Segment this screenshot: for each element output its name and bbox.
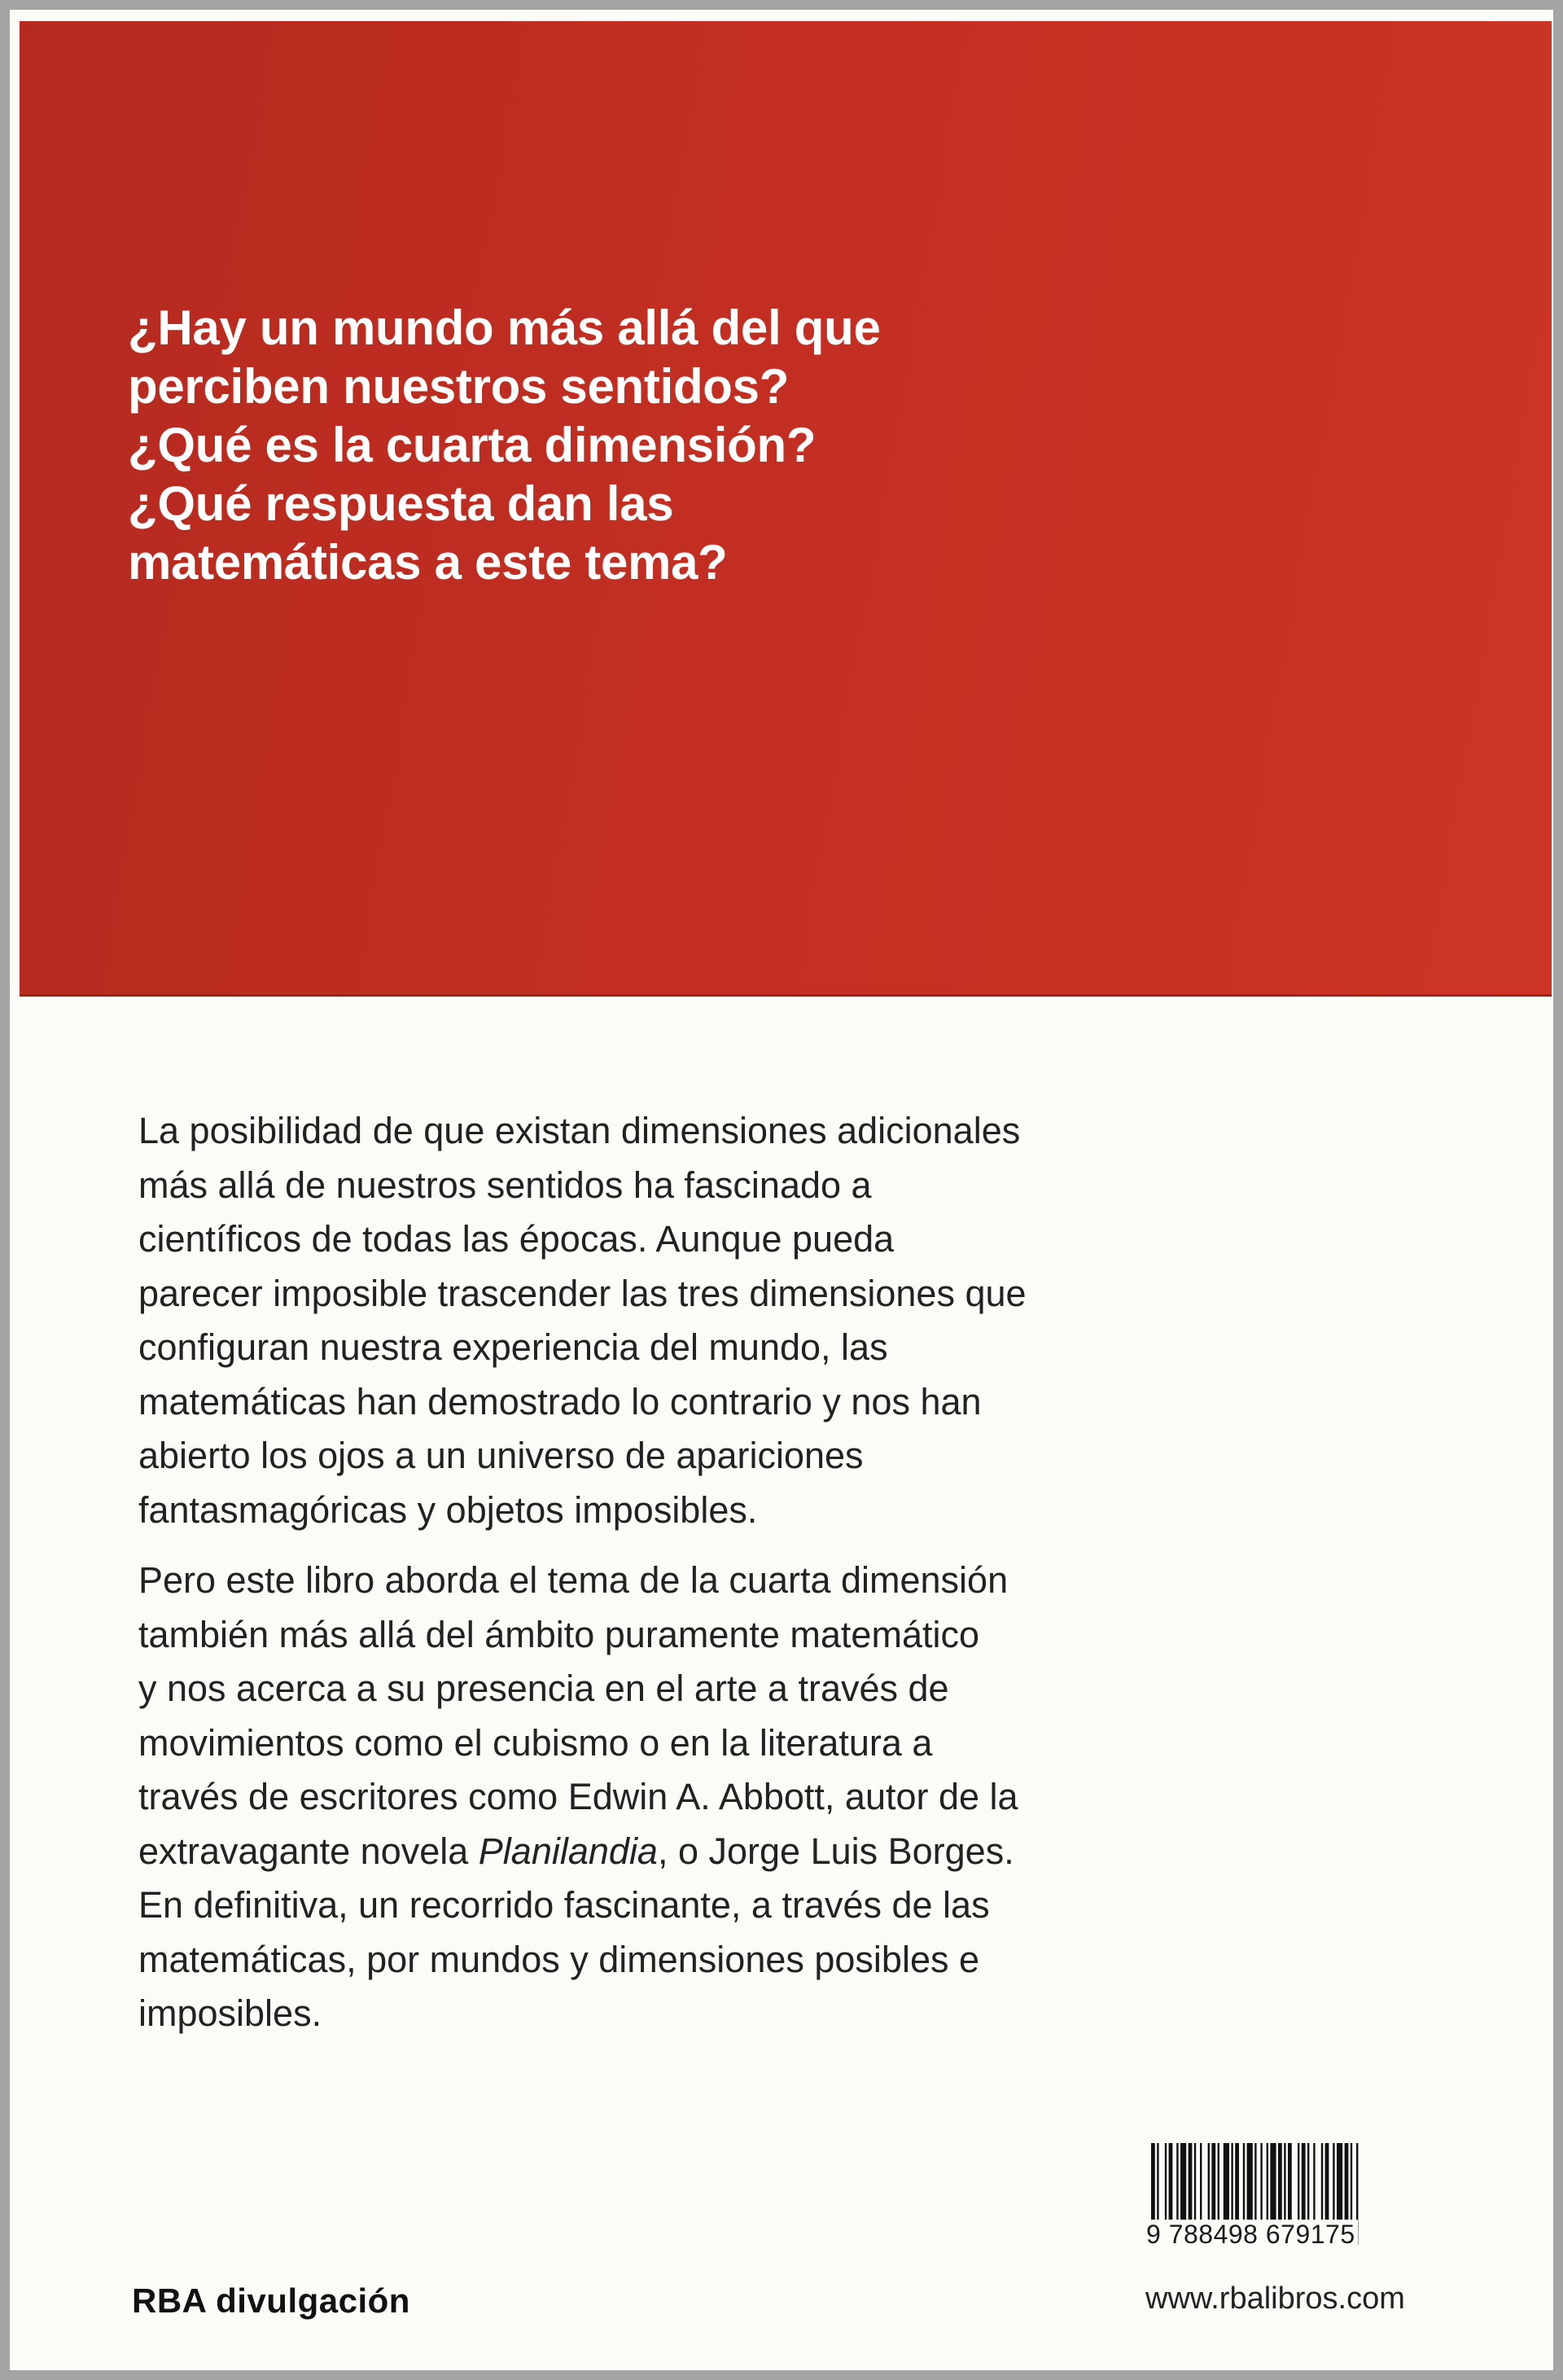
blurb-paragraph-2 bbox=[138, 1554, 1473, 2041]
isbn-number bbox=[1144, 2220, 1437, 2250]
blurb bbox=[138, 1104, 1473, 2058]
blurb-line: La posibilidad de que existan dimensiones adicionales bbox=[138, 1110, 1021, 1151]
blurb-line-suffix: , o Jorge Luis Borges. bbox=[657, 1830, 1014, 1872]
book-title: Planilandia bbox=[478, 1830, 658, 1872]
blurb-line: científicos de todas las épocas. Aunque pueda bbox=[138, 1218, 895, 1260]
blurb-line: fantasmagóricas y objetos imposibles. bbox=[138, 1488, 758, 1531]
blurb-line: movimientos como el cubismo o en la literatura a bbox=[138, 1721, 933, 1764]
blurb-line: imposibles. bbox=[138, 1992, 322, 2034]
blurb-line: configuran nuestra experiencia del mundo, las bbox=[138, 1326, 888, 1368]
blurb-line-with-title bbox=[138, 1825, 1473, 1879]
question-line: perciben nuestros sentidos? bbox=[128, 359, 790, 414]
question-line: ¿Hay un mundo más allá del que bbox=[128, 300, 881, 355]
blurb-line: y nos acerca a su presencia en el arte a través de bbox=[138, 1668, 949, 1709]
blurb-line: Pero este libro aborda el tema de la cuarta dimensión bbox=[138, 1559, 1009, 1601]
blurb-line: abierto los ojos a un universo de apariciones bbox=[138, 1435, 864, 1476]
blurb-paragraph-1 bbox=[138, 1104, 1473, 1537]
cover-questions bbox=[128, 299, 1349, 592]
blurb-line: matemáticas, por mundos y dimensiones posibles e bbox=[138, 1938, 980, 1980]
question-line: matemáticas a este tema? bbox=[128, 535, 728, 590]
publisher-website: www.rbalibros.com bbox=[1145, 2281, 1405, 2316]
blurb-line: En definitiva, un recorrido fascinante, a través de las bbox=[138, 1884, 990, 1926]
blurb-line-prefix: extravagante novela bbox=[138, 1830, 479, 1872]
question-line: ¿Qué es la cuarta dimensión? bbox=[128, 418, 817, 472]
blurb-line: más allá de nuestros sentidos ha fascinado a bbox=[138, 1164, 872, 1206]
blurb-line: parecer imposible trascender las tres dimensiones que bbox=[138, 1272, 1027, 1314]
question-line: ¿Qué respuesta dan las bbox=[128, 476, 674, 531]
isbn-text: 9 788498 679175 bbox=[1144, 2220, 1358, 2249]
blurb-line: también más allá del ámbito puramente matemático bbox=[138, 1613, 980, 1655]
publisher-name: RBA divulgación bbox=[132, 2281, 410, 2320]
blurb-line: través de escritores como Edwin A. Abbott, autor de la bbox=[138, 1776, 1018, 1817]
blurb-line: matemáticas han demostrado lo contrario y nos han bbox=[138, 1380, 982, 1422]
